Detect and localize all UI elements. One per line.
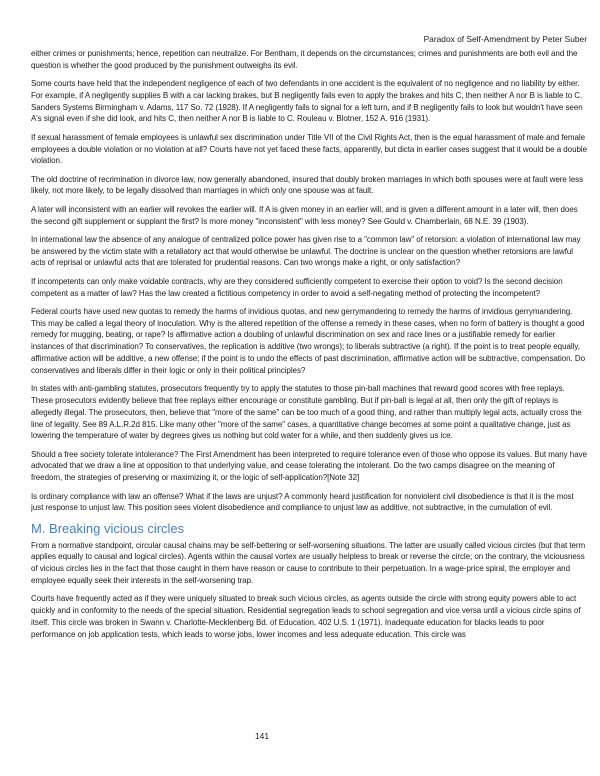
running-header: Paradox of Self-Amendment by Peter Suber <box>423 34 587 44</box>
document-content <box>31 33 587 735</box>
paragraph: Is ordinary compliance with law an offense? What if the laws are unjust? A commonly heard justification for nonviolent civil disobedience is that it is the most just response to unjust law. This position sees violent disobedience and compliance to unjust law as additive, not subtractive, in the cumulation of evil. <box>31 491 574 513</box>
paragraph: If sexual harassment of female employees is unlawful sex discrimination under Title VII of the Civil Rights Act, then is the equal harassment of male and female employees a double violation or no violation at all? Courts have not yet faced these facts, apparently, but dicta in earlier cases suggest that it would be a double violation. <box>31 132 587 166</box>
paragraph: From a normative standpoint, circular causal chains may be self-bettering or self-worsening situations. The latter are usually called vicious circles (but that term applies equally to causal and logical circles). Agents within the causal vortex are usually helpless to break or reverse the circle; on the contrary, the viciousness of vicious circles lies in the fact that those caught in them have reason or cause to contribute to their perpetuation. In a wage-price spiral, the employer and employee equally seek their interests in the self-worsening trap. <box>31 540 586 585</box>
paragraph: A later will inconsistent with an earlier will revokes the earlier will. If A is given money in an earlier will, and is given a different amount in a later will, then does the second gift supplement or supplant the first? Is more money "inconsistent" with less money? See Gould v. Chamberlain, 68 N.E. 39 (1903). <box>31 204 578 226</box>
page-number: 141 <box>255 731 269 741</box>
section-heading: M. Breaking vicious circles <box>31 520 185 536</box>
paragraph: Courts have frequently acted as if they were uniquely situated to break such vicious circles, as agents outside the circle with strong equity powers able to act quickly and in conformity to the needs of the special situation. Residential segregation leads to school segregation and vice versa until a vicious circle spins of itself. This circle was broken in Swann v. Charlotte-Mecklenberg Bd. of Education, 402 U.S. 1 (1971). Inadequate education for blacks leads to poor performance on job application tests, which leads to worse jobs, lower incomes and less adequate education. This circle was <box>31 594 581 639</box>
paragraph: Federal courts have used new quotas to remedy the harms of invidious quotas, and new gerrymandering to remedy the harms of invidious gerrymandering. This may be called a legal theory of inoculation. Why is the altered repetition of the offense a remedy in these cases, when no form of battery is thought a good remedy for mugging, beating, or rape? Is affirmative action a doubling of unlawful discrimination on sex and race lines or a justifiable remedy for earlier instances of that discrimination? To conservatives, the replication is additive (two wrongs); to liberals subtractive (a right). If the point is to treat people equally, affirmative action will be additive, a new offense; if the point is to undo the effects of past discrimination, affirmative action will be subtractive, compensation. Do conservatives and liberals differ in their logic or only in their political principles? <box>31 306 585 375</box>
paragraphs-before-heading <box>31 48 587 514</box>
paragraphs-after-heading <box>31 540 587 641</box>
paragraph: Some courts have held that the independent negligence of each of two defendants in one accident is the equivalent of no negligence and no liability by either. For example, if A negligently supplies B with a car lacking brakes, but B negligently fails even to apply the brakes and hits C, then neither A nor B is liable to C. Sanders Systems Birmingham v. Adams, 117 So. 72 (1928). If A negligently fails to signal for a left turn, and if B negligently fails to look but wouldn't have seen A's signal even if she did look, and hits C, then neither A nor B is liable to C. Rouleau v. Blotner, 152 A. 916 (1931). <box>31 79 583 124</box>
paragraph: either crimes or punishments; hence, repetition can neutralize. For Bentham, it depends on the circumstances; crimes and punishments are both evil and the question is whether the good produced by the punishment outweighs its evil. <box>31 49 578 70</box>
paragraph: In international law the absence of any analogue of centralized police power has given rise to a "common law" of retorsion: a violation of international law may be answered by the victim state with a retaliatory act that would otherwise be unlawful. The doctrine is unclear on the question whether retorsions are lawful acts of reprisal or unlawful acts that are tolerated for prudential reasons. Can two wrongs make a right, or only satisfaction? <box>31 234 581 268</box>
paragraph: The old doctrine of recrimination in divorce law, now generally abandoned, insured that doubly broken marriages in which both spouses were at fault were less likely, not more likely, to be legally dissolved than marriages in which only one spouse was at fault. <box>31 174 584 196</box>
paragraph: Should a free society tolerate intolerance? The First Amendment has been interpreted to require tolerance even of those who oppose its values. But many have advocated that we draw a line at opposition to that underlying value, and cease tolerating the intolerant. Do the two camps disagree on the meaning of freedom, the strategies of preserving or maximizing it, or the logic of self-application?[Note 32] <box>31 449 587 483</box>
paragraph: In states with anti-gambling statutes, prosecutors frequently try to apply the statutes to those pin-ball machines that reward good scores with free replays. These prosecutors evidently believe that free replays either encourage or constitute gambling. But if pin-ball is legal at all, then only the gift of replays is allegedly illegal. The prosecutors, then, believe that "more of the same" can be too much of a good thing, and rather than multiply legal acts, actually cross the line of legality. See 89 A.L.R.2d 815. Like many other "more of the same" cases, a quantitative change becomes at some point a qualitative change, just as lowering the temperature of water by degrees gives us nothing but cold water for a while, and then suddenly gives us ice. <box>31 384 582 441</box>
paragraph: If incompetents can only make voidable contracts, why are they considered sufficiently competent to exercise their option to void? Is the second decision competent as a matter of law? Has the law created a fictitious competency in order to avoid a self-negating method of protecting the incompetent? <box>31 276 563 298</box>
